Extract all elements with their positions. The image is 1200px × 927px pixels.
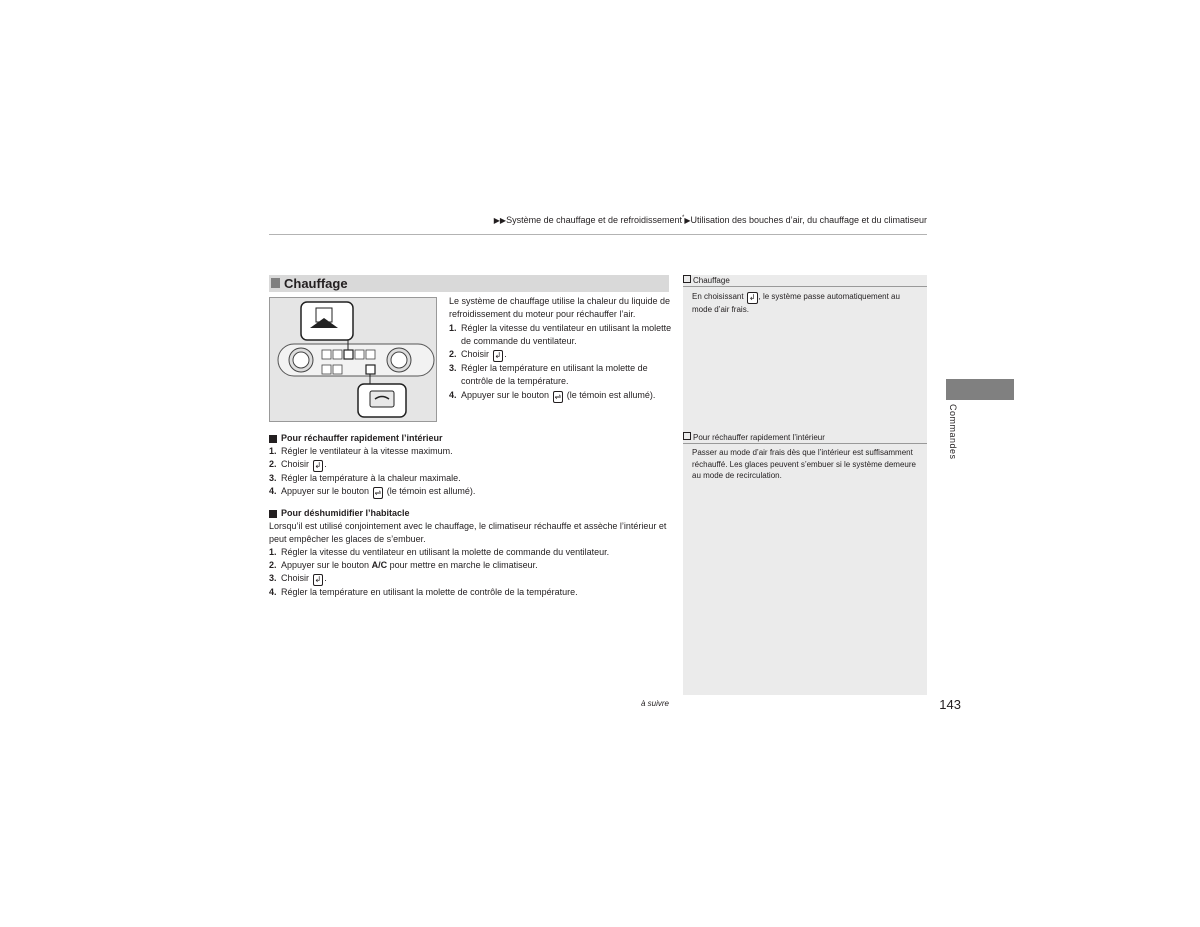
step-text: Régler le ventilateur à la vitesse maximum. (281, 446, 453, 456)
step-number: 4. (269, 587, 277, 597)
warm-step (269, 472, 679, 485)
warm-step: 2. Choisir ↲ . (269, 459, 327, 470)
step-number: 2. (269, 459, 277, 469)
fresh-air-icon: ⇌ (374, 488, 382, 497)
step-number: 4. (269, 486, 277, 496)
note-heading: Chauffage (683, 275, 927, 287)
dehumidify-step: 3. Choisir ↲ . (269, 573, 327, 584)
climate-panel-figure (269, 297, 437, 422)
section-title: Chauffage (284, 276, 348, 291)
step-number: 3. (269, 473, 277, 483)
step-number: 1. (269, 547, 277, 557)
header-rule (269, 234, 927, 235)
chapter-tab[interactable] (946, 379, 1014, 400)
intro-step (449, 322, 674, 349)
dehumidify-title: Pour déshumidifier l’habitacle (281, 508, 410, 518)
bullet-square-icon (269, 435, 277, 443)
step-number: 2. (269, 560, 277, 570)
breadcrumb-star: * (682, 215, 685, 221)
step-text: Choisir (281, 459, 310, 469)
warm-step (269, 445, 679, 458)
step-text: Régler la température en utilisant la molette de contrôle de la température. (281, 587, 578, 597)
continue-label: à suivre (640, 699, 669, 708)
dehumidify-text: Lorsqu’il est utilisé conjointement avec le chauffage, le climatiseur réchauffe et assèche l’intérieur et peut empêcher les glaces de s’embuer. (269, 521, 667, 544)
warm-quick-block (269, 432, 679, 499)
step-number: 3. (449, 363, 457, 374)
ac-button-label: A/C (371, 560, 388, 570)
note-marker-icon (683, 432, 691, 440)
sidebar-notes (683, 275, 927, 695)
intro-step: 4. Appuyer sur le bouton ⇌ (le témoin est allumé). (449, 389, 656, 401)
breadcrumb-part1[interactable]: Système de chauffage et de refroidissement (506, 215, 683, 225)
breadcrumb-arrow-icon: ▶▶ (493, 216, 507, 225)
bullet-square-icon (269, 510, 277, 518)
intro-step: 2. Choisir ↲ . (449, 349, 507, 361)
climate-panel-illustration (270, 298, 436, 421)
step-text: Appuyer sur le bouton (281, 486, 370, 496)
note-text: En choisissant ↲ , le système passe automatiquement au mode d’air frais. (692, 292, 900, 314)
note-text: Passer au mode d’air frais dès que l’intérieur est suffisamment réchauffé. Les glaces peuvent s’embuer si le système demeure au mode de recirculation. (692, 448, 916, 480)
chapter-tab-label[interactable]: Commandes (948, 404, 958, 460)
step-text: Régler la vitesse du ventilateur en utilisant la molette de commande du ventilateur. (281, 547, 610, 557)
step-text: Régler la température en utilisant la molette de contrôle de la température. (461, 363, 648, 387)
step-number: 1. (449, 322, 457, 333)
intro-step (449, 362, 674, 389)
section-header (269, 275, 669, 292)
step-text: Appuyer sur le bouton (461, 389, 550, 400)
step-number: 1. (269, 446, 277, 456)
step-text: Choisir (461, 349, 490, 360)
section-square-icon (271, 278, 280, 288)
dehumidify-step: 2. Appuyer sur le bouton A/C pour mettre en marche le climatiseur. (269, 560, 538, 570)
step-number: 4. (449, 389, 457, 400)
step-text: Appuyer sur le bouton (281, 560, 370, 570)
step-text: Régler la vitesse du ventilateur en utilisant la molette de commande du ventilateur. (461, 322, 672, 346)
step-text: Régler la température à la chaleur maximale. (281, 473, 461, 483)
breadcrumb-arrow-icon: ▶ (684, 216, 691, 225)
warm-step: 4. Appuyer sur le bouton ⇌ (le témoin est allumé). (269, 486, 476, 497)
page-number: 143 (939, 697, 961, 712)
floor-vent-icon: ↲ (314, 461, 322, 470)
note-heading: Pour réchauffer rapidement l’intérieur (683, 432, 927, 444)
dehumidify-block (269, 507, 679, 599)
step-number: 2. (449, 349, 457, 360)
intro-text: Le système de chauffage utilise la chaleur du liquide de refroidissement du moteur pour réchauffer l’air. (449, 296, 670, 320)
note-marker-icon (683, 275, 691, 283)
intro-block (449, 295, 674, 403)
floor-vent-icon: ↲ (314, 575, 322, 584)
warm-quick-title: Pour réchauffer rapidement l’intérieur (281, 433, 443, 443)
breadcrumb (440, 215, 927, 225)
dehumidify-step (269, 546, 679, 559)
floor-vent-icon: ↲ (494, 351, 502, 361)
step-text: Choisir (281, 573, 310, 583)
step-number: 3. (269, 573, 277, 583)
breadcrumb-part2[interactable]: Utilisation des bouches d’air, du chauffage et du climatiseur (690, 215, 927, 225)
dehumidify-step (269, 586, 679, 599)
fresh-air-icon: ⇌ (554, 391, 562, 401)
floor-vent-icon: ↲ (748, 293, 756, 302)
